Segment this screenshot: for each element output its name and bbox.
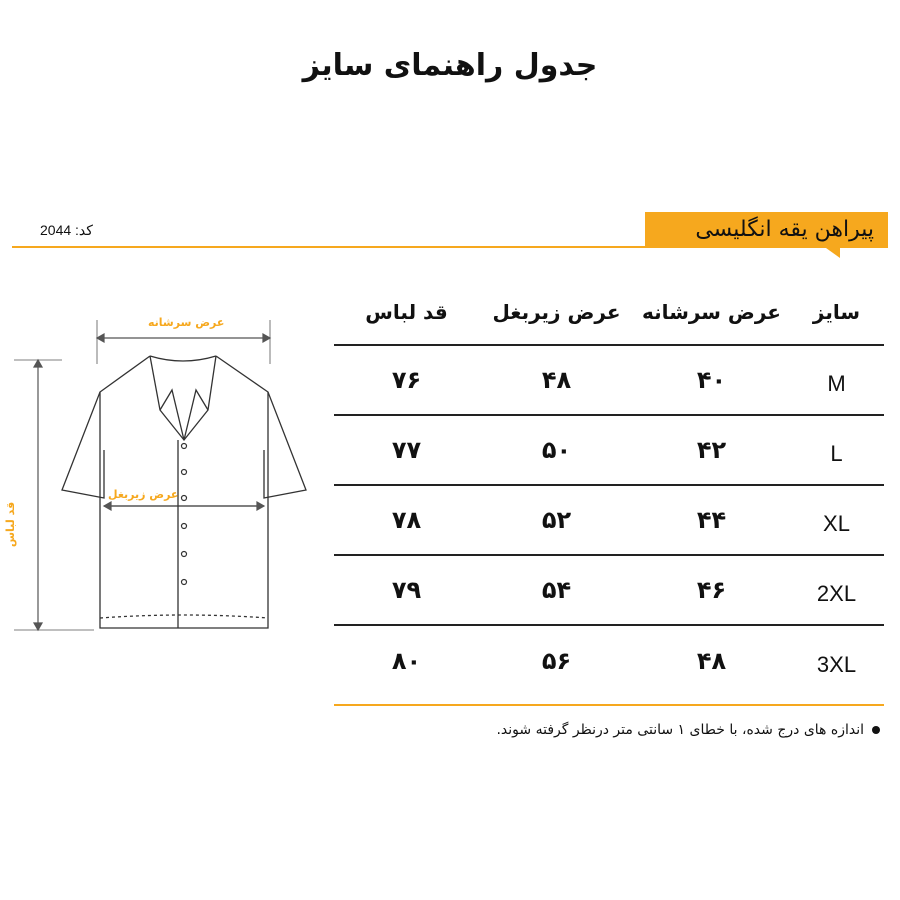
cell-shoulder-width: ۴۸ [696,647,727,675]
cell-armpit-width: ۵۴ [541,576,572,604]
product-tab-tail [826,248,840,258]
cell-size: XL [823,511,850,536]
header-size: سایز [812,300,861,324]
cell-armpit-width: ۵۶ [541,647,572,675]
shirt-diagram [0,300,330,660]
table-row [334,346,884,416]
cell-shoulder-width: ۴۰ [696,366,727,394]
header-shoulder-width: عرض سرشانه [642,300,781,324]
cell-length: ۷۸ [391,506,422,534]
header-armpit-width: عرض زیربغل [492,300,621,324]
cell-size: L [830,441,843,466]
product-code: کد: 2044 [40,222,93,238]
table-row [334,626,884,696]
cell-armpit-width: ۵۲ [541,506,572,534]
footer-divider [334,704,884,706]
product-name-tab: پیراهن یقه انگلیسی [645,212,888,248]
cell-armpit-width: ۴۸ [541,366,572,394]
cell-size: 3XL [816,652,857,677]
cell-armpit-width: ۵۰ [541,436,572,464]
shirt-illustration [0,300,330,660]
header-length: قد لباس [365,300,448,324]
garment-length-label: قد لباس [4,501,18,548]
cell-size: 2XL [816,581,857,606]
page-title: جدول راهنمای سایز [302,48,598,83]
cell-shoulder-width: ۴۶ [696,576,727,604]
cell-shoulder-width: ۴۲ [696,436,727,464]
cell-shoulder-width: ۴۴ [696,506,727,534]
cell-size: M [827,371,846,396]
note-text: اندازه های درج شده، با خطای ۱ سانتی متر درنظر گرفته شوند. [496,722,864,738]
table-row [334,416,884,486]
armpit-width-label: عرض زیربغل [108,488,179,501]
size-table [334,280,884,696]
cell-length: ۷۷ [391,436,422,464]
bullet-icon [872,726,880,734]
shoulder-width-label: عرض سرشانه [148,316,225,329]
table-header [334,280,884,346]
table-row [334,486,884,556]
cell-length: ۸۰ [391,647,422,675]
measurement-note [496,722,880,738]
table-row [334,556,884,626]
cell-length: ۷۹ [391,576,422,604]
cell-length: ۷۶ [391,366,422,394]
